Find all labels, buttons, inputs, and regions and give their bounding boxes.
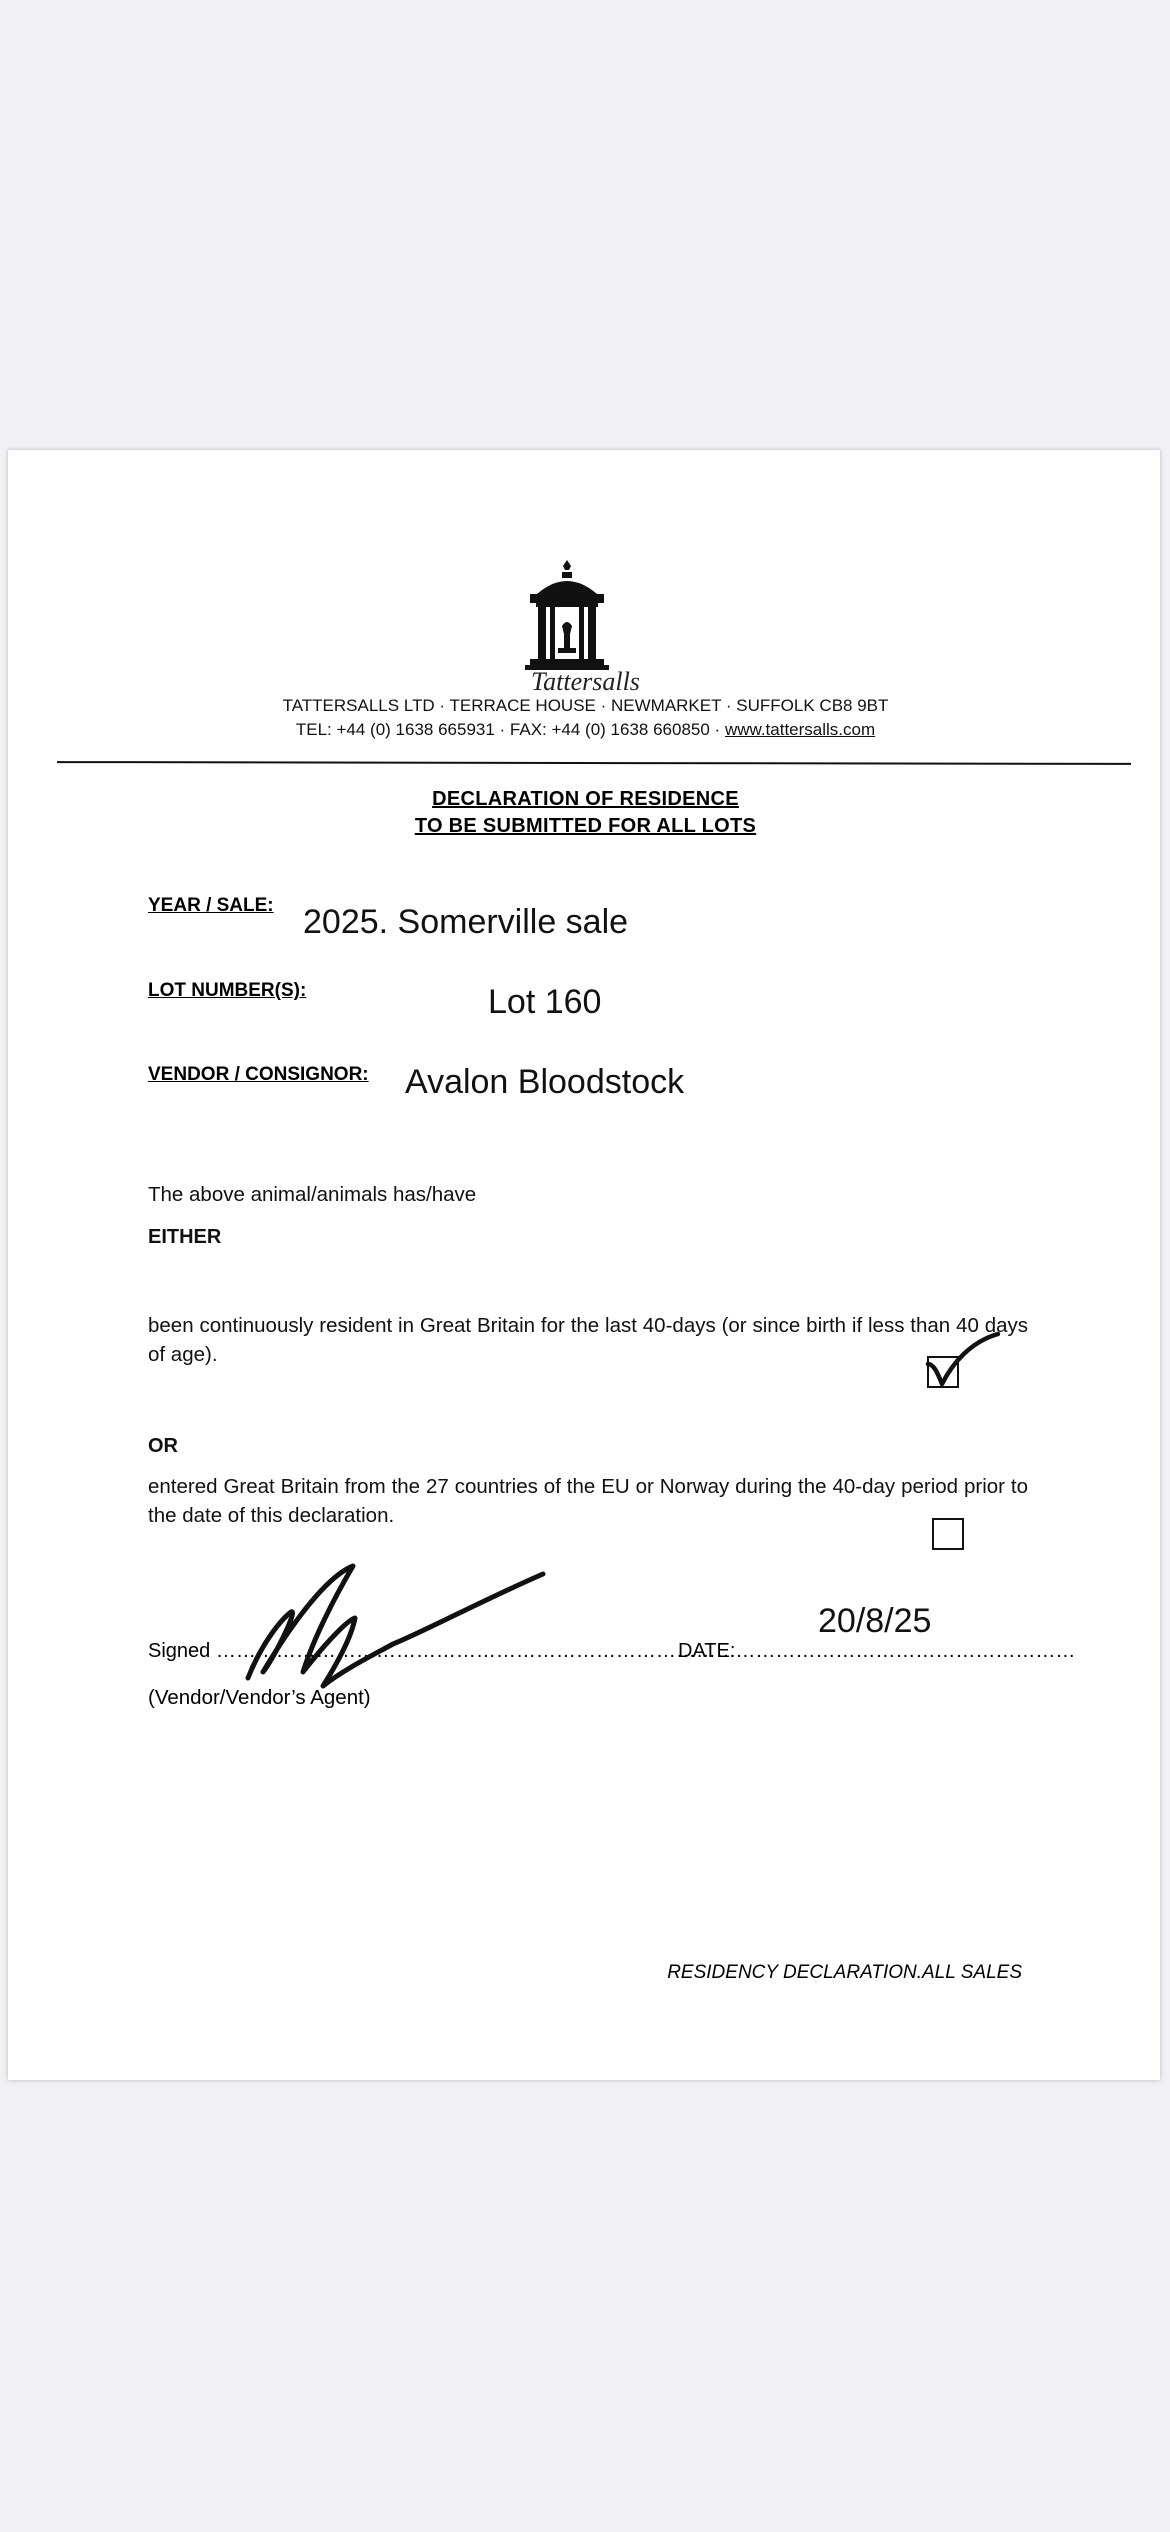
signature-mark <box>233 1560 553 1690</box>
company-address: TATTERSALLS LTD · TERRACE HOUSE · NEWMARKET · SUFFOLK CB8 9BT <box>282 696 889 715</box>
signed-line: Signed …………………………………………………………………… <box>148 1640 736 1662</box>
company-contact <box>8 720 1163 740</box>
document-title-line1: DECLARATION OF RESIDENCE <box>432 788 739 810</box>
brand-name: Tattersalls <box>531 667 640 696</box>
lot-number-label: LOT NUMBER(S): <box>148 980 307 1001</box>
or-heading: OR <box>148 1435 178 1457</box>
option2-text: entered Great Britain from the 27 countries of the EU or Norway during the 40-day period prior to the date of this declaration. <box>148 1475 1028 1527</box>
document-reference: RESIDENCY DECLARATION.ALL SALES <box>667 1962 1022 1983</box>
checkmark-icon <box>922 1330 1002 1392</box>
year-sale-label: YEAR / SALE: <box>148 895 274 916</box>
option2-checkbox[interactable] <box>932 1518 964 1550</box>
declaration-intro: The above animal/animals has/have <box>148 1183 477 1206</box>
date-value[interactable]: 20/8/25 <box>818 1602 932 1640</box>
vendor-label: VENDOR / CONSIGNOR: <box>148 1064 369 1085</box>
lot-number-value[interactable]: Lot 160 <box>488 983 602 1021</box>
website-link[interactable]: www.tattersalls.com <box>724 720 876 739</box>
contact-numbers: TEL: +44 (0) 1638 665931 · FAX: +44 (0) 1638 660850 · <box>295 720 725 739</box>
date-line: DATE:…………………………………………… <box>678 1640 1076 1662</box>
document-page <box>8 450 1160 2080</box>
year-sale-value[interactable]: 2025. Somerville sale <box>303 903 629 941</box>
signatory-role: (Vendor/Vendor’s Agent) <box>148 1686 371 1709</box>
document-title-line2: TO BE SUBMITTED FOR ALL LOTS <box>414 815 757 837</box>
header-divider <box>57 761 1131 765</box>
option1-text: been continuously resident in Great Britain for the last 40-days (or since birth if less than 40 days of age). <box>148 1314 1028 1366</box>
vendor-value[interactable]: Avalon Bloodstock <box>405 1063 685 1101</box>
either-heading: EITHER <box>148 1226 222 1248</box>
